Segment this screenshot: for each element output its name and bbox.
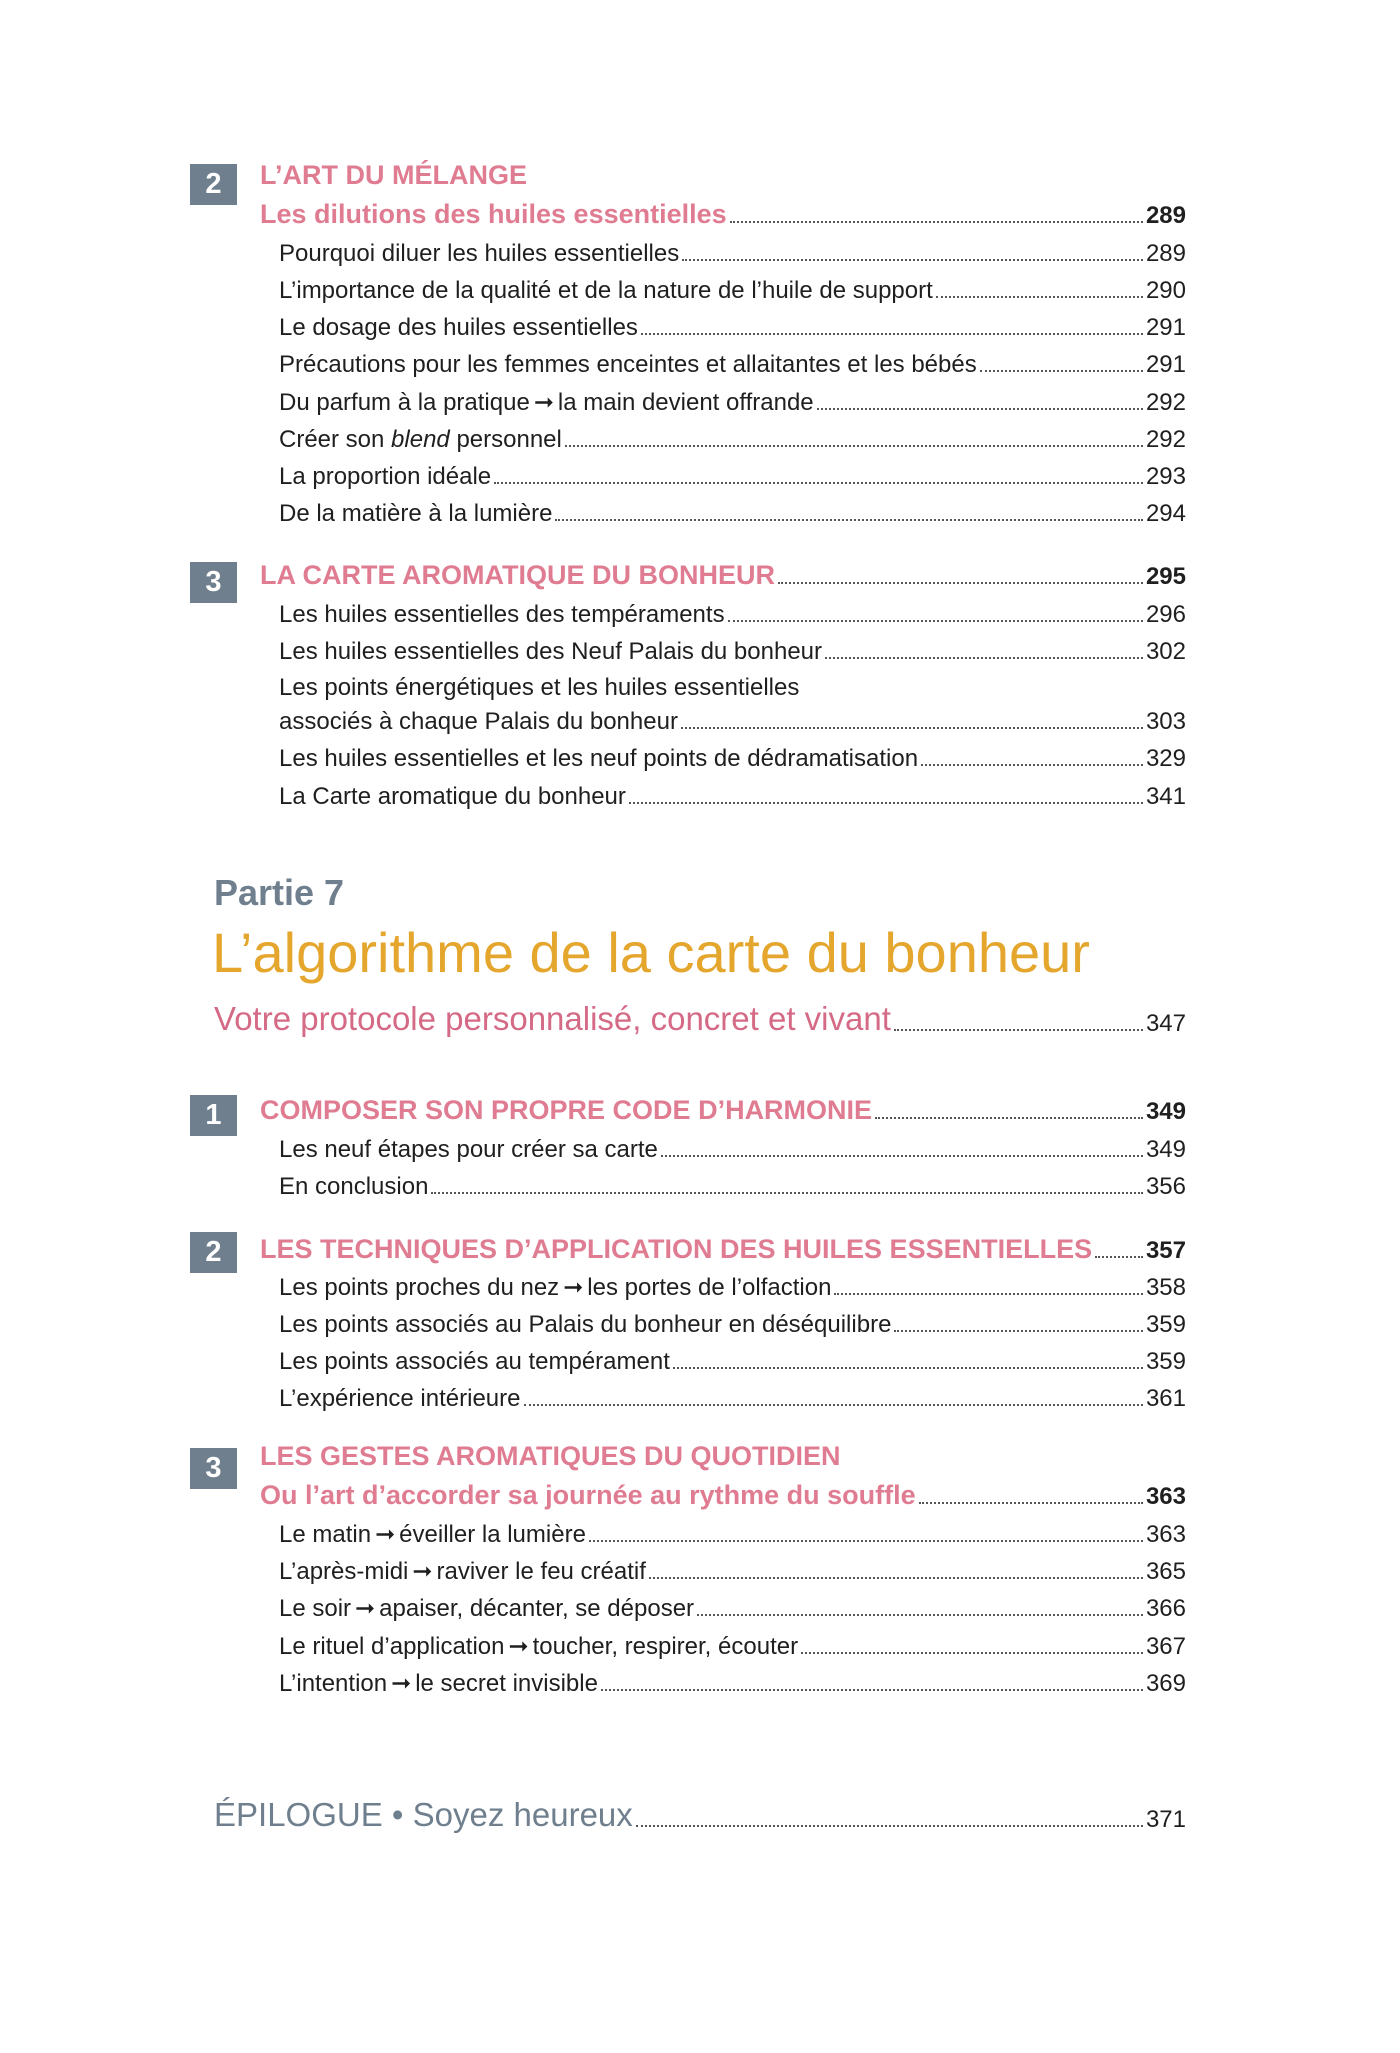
toc-label-line1: Les points énergétiques et les huiles essentielles: [279, 674, 800, 701]
toc-label: L’intention ➞ le secret invisible: [279, 1670, 598, 1697]
dot-leader: [894, 1029, 1143, 1031]
page-number: 291: [1145, 314, 1186, 341]
toc-entry[interactable]: [0, 1128, 1186, 1164]
dot-leader: [661, 1155, 1143, 1157]
dot-leader: [921, 764, 1143, 766]
toc-entry[interactable]: [0, 1266, 1186, 1302]
arrow-right-icon: ➞: [412, 1558, 433, 1585]
dot-leader: [524, 1404, 1143, 1406]
toc-label: ÉPILOGUE • Soyez heureux: [214, 1796, 633, 1833]
toc-entry[interactable]: [0, 593, 1186, 629]
dot-leader: [641, 333, 1143, 335]
toc-label: Du parfum à la pratique ➞ la main devient offrande: [279, 389, 814, 416]
toc-label: COMPOSER SON PROPRE CODE D’HARMONIE: [260, 1095, 873, 1125]
page-number: 289: [1145, 240, 1186, 267]
page-number: 293: [1145, 463, 1186, 490]
page-number: 359: [1145, 1348, 1186, 1375]
toc-entry[interactable]: [0, 1165, 1186, 1201]
toc-entry[interactable]: [0, 775, 1186, 811]
page-number: 363: [1145, 1483, 1186, 1510]
page-number: 296: [1145, 601, 1186, 628]
toc-label: Votre protocole personnalisé, concret et vivant: [214, 1000, 891, 1037]
toc-label: Les neuf étapes pour créer sa carte: [279, 1136, 658, 1163]
toc-chapter-subtitle[interactable]: [0, 194, 1186, 230]
toc-label: Le soir ➞ apaiser, décanter, se déposer: [279, 1595, 695, 1622]
toc-label: LA CARTE AROMATIQUE DU BONHEUR: [260, 560, 775, 590]
toc-label: Les huiles essentielles et les neuf points de dédramatisation: [279, 745, 919, 772]
dot-leader: [936, 296, 1143, 298]
page-number: 356: [1145, 1173, 1186, 1200]
toc-entry[interactable]: [0, 700, 1186, 736]
dot-leader: [801, 1652, 1143, 1654]
toc-label: Les points proches du nez ➞ les portes de l’olfaction: [279, 1274, 832, 1301]
toc-label: Le dosage des huiles essentielles: [279, 314, 638, 341]
page-number: 294: [1145, 500, 1186, 527]
part-label: Partie 7: [214, 872, 345, 913]
toc-part-subtitle[interactable]: [0, 994, 1186, 1038]
page-number: 329: [1145, 745, 1186, 772]
toc-entry[interactable]: [0, 737, 1186, 773]
toc-entry[interactable]: [0, 1587, 1186, 1623]
dot-leader: [1095, 1256, 1143, 1258]
toc-entry[interactable]: [0, 1340, 1186, 1376]
dot-leader: [894, 1330, 1143, 1332]
toc-label: Les points associés au Palais du bonheur en déséquilibre: [279, 1311, 892, 1338]
arrow-right-icon: ➞: [375, 1521, 396, 1548]
toc-entry[interactable]: [0, 630, 1186, 666]
dot-leader: [817, 408, 1143, 410]
toc-label: Les dilutions des huiles essentielles: [260, 199, 727, 229]
dot-leader: [589, 1540, 1143, 1542]
page-number: 347: [1145, 1010, 1186, 1037]
chapter-number-badge: 3: [190, 1448, 237, 1489]
page-number: 366: [1145, 1595, 1186, 1622]
page-number: 295: [1145, 563, 1186, 590]
toc-label: Les points associés au tempérament: [279, 1348, 670, 1375]
page-number: 363: [1145, 1521, 1186, 1548]
dot-leader: [681, 727, 1143, 729]
toc-label: La Carte aromatique du bonheur: [279, 783, 626, 810]
chapter-number-badge: 2: [190, 164, 237, 205]
arrow-right-icon: ➞: [508, 1633, 529, 1660]
page-number: 349: [1145, 1136, 1186, 1163]
page-number: 290: [1145, 277, 1186, 304]
dot-leader: [875, 1117, 1143, 1119]
toc-entry[interactable]: [0, 1377, 1186, 1413]
toc-label: Les huiles essentielles des Neuf Palais du bonheur: [279, 638, 823, 665]
toc-label: La proportion idéale: [279, 463, 492, 490]
dot-leader: [825, 657, 1143, 659]
chapter-title: L’ART DU MÉLANGE: [260, 160, 527, 190]
page-number: 361: [1145, 1385, 1186, 1412]
chapter-number-badge: 1: [190, 1095, 237, 1136]
toc-label: Les huiles essentielles des tempéraments: [279, 601, 725, 628]
toc-entry[interactable]: [0, 492, 1186, 528]
dot-leader: [730, 221, 1143, 223]
toc-entry[interactable]: [0, 1625, 1186, 1661]
page-number: 369: [1145, 1670, 1186, 1697]
dot-leader: [834, 1293, 1143, 1295]
page-number: 292: [1145, 389, 1186, 416]
toc-entry[interactable]: [0, 269, 1186, 305]
dot-leader: [673, 1367, 1143, 1369]
dot-leader: [431, 1192, 1143, 1194]
toc-entry[interactable]: [0, 1550, 1186, 1586]
toc-entry[interactable]: [0, 1662, 1186, 1698]
toc-label: L’expérience intérieure: [279, 1385, 521, 1412]
toc-label: Le matin ➞ éveiller la lumière: [279, 1521, 586, 1548]
toc-label: L’après-midi ➞ raviver le feu créatif: [279, 1558, 646, 1585]
toc-label: associés à chaque Palais du bonheur: [279, 708, 678, 735]
toc-label: Le rituel d’application ➞ toucher, respirer, écouter: [279, 1633, 799, 1660]
toc-epilogue[interactable]: [0, 1790, 1186, 1834]
page-number: 371: [1145, 1806, 1186, 1833]
page-number: 357: [1145, 1237, 1186, 1264]
dot-leader: [980, 370, 1143, 372]
chapter-title: LES GESTES AROMATIQUES DU QUOTIDIEN: [260, 1441, 841, 1471]
page-number: 367: [1145, 1633, 1186, 1660]
toc-chapter-title[interactable]: [0, 1229, 1186, 1265]
dot-leader: [636, 1825, 1143, 1827]
page-number: 359: [1145, 1311, 1186, 1338]
toc-entry[interactable]: [0, 418, 1186, 454]
toc-entry[interactable]: [0, 455, 1186, 491]
toc-label: Précautions pour les femmes enceintes et allaitantes et les bébés: [279, 351, 977, 378]
toc-chapter-title[interactable]: [0, 1090, 1186, 1126]
dot-leader: [697, 1614, 1143, 1616]
page-number: 341: [1145, 783, 1186, 810]
toc-label: L’importance de la qualité et de la nature de l’huile de support: [279, 277, 933, 304]
toc-entry[interactable]: [0, 343, 1186, 379]
toc-entry[interactable]: [0, 232, 1186, 268]
page-number: 303: [1145, 708, 1186, 735]
page-number: 365: [1145, 1558, 1186, 1585]
dot-leader: [728, 620, 1143, 622]
page-number: 289: [1145, 202, 1186, 229]
chapter-number-badge: 3: [190, 562, 237, 603]
dot-leader: [682, 259, 1143, 261]
toc-entry[interactable]: [0, 306, 1186, 342]
arrow-right-icon: ➞: [533, 389, 554, 416]
page-number: 358: [1145, 1274, 1186, 1301]
dot-leader: [565, 445, 1143, 447]
toc-entry[interactable]: [0, 1513, 1186, 1549]
toc-chapter-subtitle[interactable]: [0, 1475, 1186, 1511]
toc-label: Pourquoi diluer les huiles essentielles: [279, 240, 680, 267]
dot-leader: [629, 802, 1143, 804]
dot-leader: [778, 582, 1143, 584]
toc-entry[interactable]: [0, 1303, 1186, 1339]
bullet-icon: •: [391, 1796, 404, 1833]
toc-chapter-title[interactable]: [0, 555, 1186, 591]
dot-leader: [601, 1689, 1143, 1691]
dot-leader: [494, 482, 1143, 484]
arrow-right-icon: ➞: [391, 1670, 412, 1697]
toc-label: Créer son blend personnel: [279, 426, 562, 453]
toc-label: Ou l’art d’accorder sa journée au rythme du souffle: [260, 1480, 916, 1510]
arrow-right-icon: ➞: [563, 1274, 584, 1301]
chapter-number-badge: 2: [190, 1232, 237, 1273]
toc-label: De la matière à la lumière: [279, 500, 553, 527]
toc-label: En conclusion: [279, 1173, 429, 1200]
toc-label: LES TECHNIQUES D’APPLICATION DES HUILES ESSENTIELLES: [260, 1234, 1093, 1264]
dot-leader: [555, 519, 1143, 521]
dot-leader: [919, 1502, 1143, 1504]
part-title: L’algorithme de la carte du bonheur: [212, 921, 1090, 984]
arrow-right-icon: ➞: [355, 1595, 376, 1622]
dot-leader: [649, 1577, 1143, 1579]
page-number: 292: [1145, 426, 1186, 453]
page-number: 349: [1145, 1098, 1186, 1125]
page-number: 291: [1145, 351, 1186, 378]
page-number: 302: [1145, 638, 1186, 665]
toc-entry[interactable]: [0, 381, 1186, 417]
